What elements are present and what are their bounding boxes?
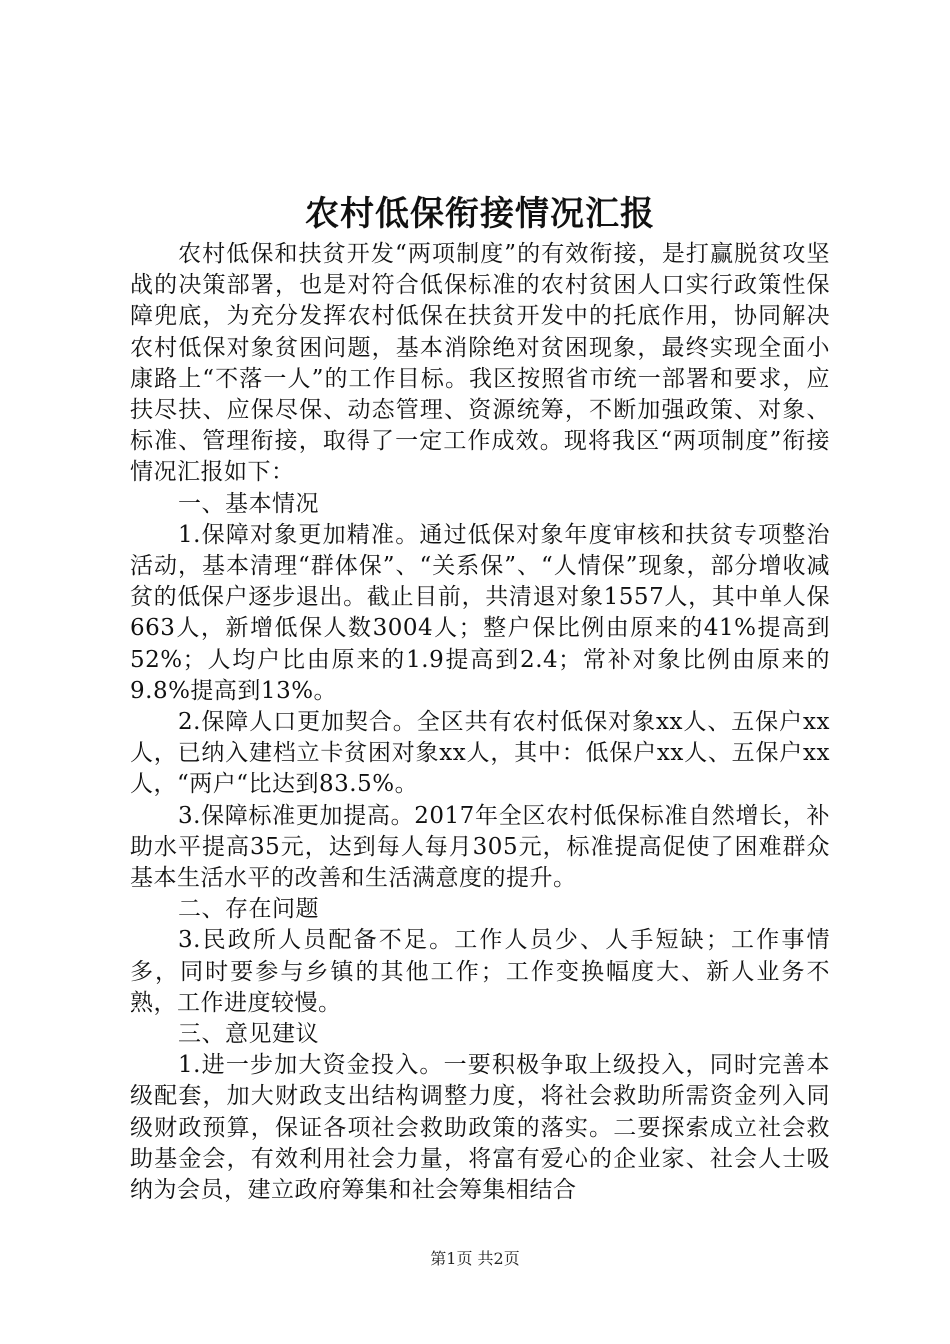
body-paragraph: 2.保障人口更加契合。全区共有农村低保对象xx人、五保户xx人，已纳入建档立卡贫困对象xx人，其中：低保户xx人、五保户xx人，“两户“比达到83.5%。	[130, 709, 830, 798]
body-paragraph: 3.保障标准更加提高。2017年全区农村低保标准自然增长，补助水平提高35元，达到每人每月305元，标准提高促使了困难群众基本生活水平的改善和生活满意度的提升。	[130, 802, 830, 892]
intro-paragraph: 农村低保和扶贫开发“两项制度”的有效衔接，是打赢脱贫攻坚战的决策部署，也是对符合低保标准的农村贫困人口实行政策性保障兜底，为充分发挥农村低保在扶贫开发中的托底作用，协同解决农村低保对象贫困问题，基本消除绝对贫困现象，最终实现全面小康路上“不落一人”的工作目标。我区按照省市统一部署和要求，应扶尽扶、应保尽保、动态管理、资源统筹，不断加强政策、对象、标准、管理衔接，取得了一定工作成效。现将我区“两项制度”衔接情况汇报如下：	[130, 241, 830, 486]
body-paragraph: 3.民政所人员配备不足。工作人员少、人手短缺；工作事情多，同时要参与乡镇的其他工作；工作变换幅度大、新人业务不熟，工作进度较慢。	[130, 927, 830, 1016]
document-title: 农村低保衔接情况汇报	[305, 194, 655, 234]
section-heading-problems: 二、存在问题	[178, 896, 319, 923]
section-heading-basic: 一、基本情况	[178, 490, 319, 517]
body-paragraph: 1.保障对象更加精准。通过低保对象年度审核和扶贫专项整治活动，基本清理“群体保”、“关系保”、“人情保”现象，部分增收减贫的低保户逐步退出。截止目前，共清退对象1557人，其中单人保663人，新增低保人数3004人；整户保比例由原来的41%提高到52%；人均户比由原来的1.9提高到2.4；常补对象比例由原来的9.8%提高到13%。	[130, 521, 830, 704]
section-heading-suggestions: 三、意见建议	[178, 1021, 319, 1048]
page-footer: 第1页 共2页	[430, 1249, 520, 1268]
document-body	[130, 239, 830, 1206]
body-paragraph: 1.进一步加大资金投入。一要积极争取上级投入，同时完善本级配套，加大财政支出结构调整力度，将社会救助所需资金列入同级财政预算，保证各项社会救助政策的落实。二要探索成立社会救助基金会，有效利用社会力量，将富有爱心的企业家、社会人士吸纳为会员，建立政府筹集和社会筹集相结合	[130, 1052, 830, 1204]
